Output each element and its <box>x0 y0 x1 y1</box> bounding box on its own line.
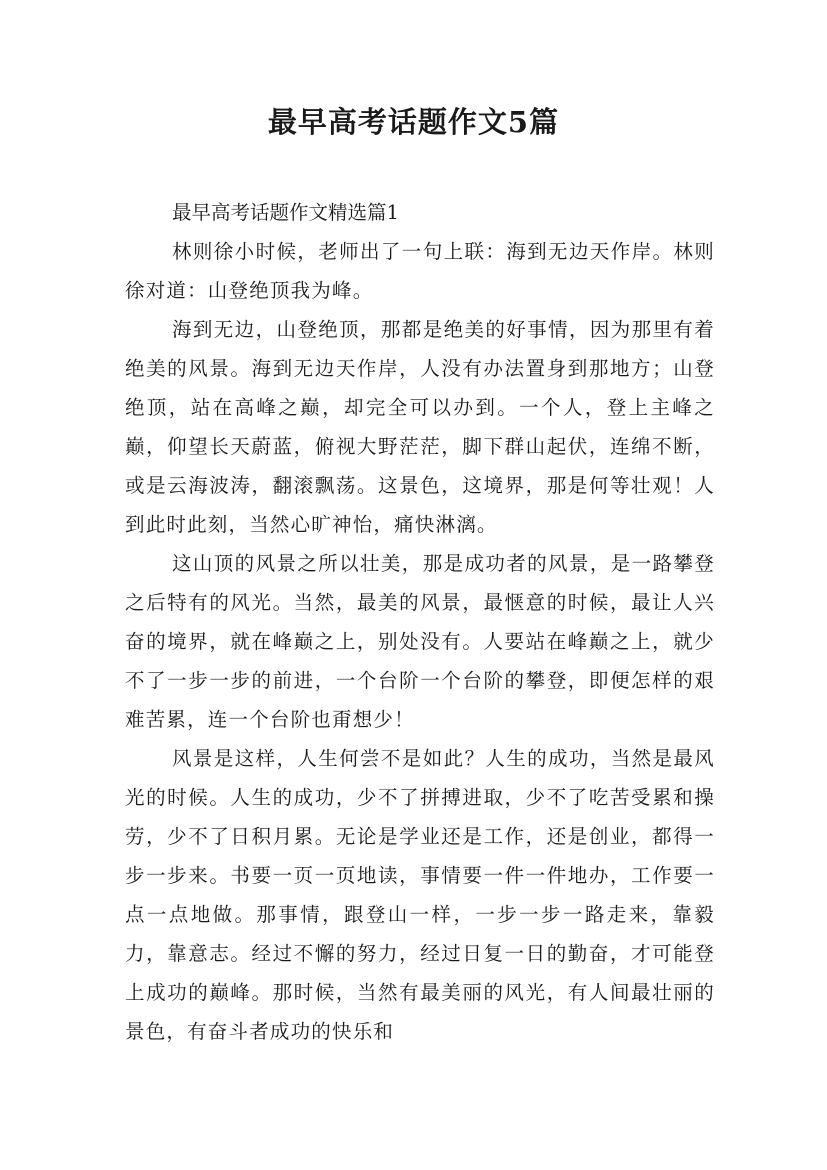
paragraph-3: 这山顶的风景之所以壮美，那是成功者的风景，是一路攀登之后特有的风光。当然，最美的风景，最惬意的时候，最让人兴奋的境界，就在峰巅之上，别处没有。人要站在峰巅之上，就少不了一步一步的前进，一个台阶一个台阶的攀登，即便怎样的艰难苦累，连一个台阶也甭想少！ <box>125 552 715 731</box>
paragraph-2: 海到无边，山登绝顶，那都是绝美的好事情，因为那里有着绝美的风景。海到无边天作岸，人没有办法置身到那地方；山登绝顶，站在高峰之巅，却完全可以办到。一个人，登上主峰之巅，仰望长天蔚蓝，俯视大野茫茫，脚下群山起伏，连绵不断，或是云海波涛，翻滚飘荡。这景色，这境界，那是何等壮观！人到此时此刻，当然心旷神怡，痛快淋漓。 <box>125 318 715 536</box>
document-title: 最早高考话题作文5篇 <box>267 105 560 139</box>
section-heading: 最早高考话题作文精选篇1 <box>172 201 399 224</box>
document-body <box>125 193 715 1051</box>
paragraph-1: 林则徐小时候，老师出了一句上联：海到无边天作岸。林则徐对道：山登绝顶我为峰。 <box>125 240 715 302</box>
paragraph-4: 风景是这样，人生何尝不是如此？人生的成功，当然是最风光的时候。人生的成功，少不了拼搏进取，少不了吃苦受累和操劳，少不了日积月累。无论是学业还是工作，还是创业，都得一步一步来。书要一页一页地读，事情要一件一件地办，工作要一点一点地做。那事情，跟登山一样，一步一步一路走来，靠毅力，靠意志。经过不懈的努力，经过日复一日的勤奋，才可能登上成功的巅峰。那时候，当然有最美丽的风光，有人间最壮丽的景色，有奋斗者成功的快乐和 <box>125 747 715 1043</box>
